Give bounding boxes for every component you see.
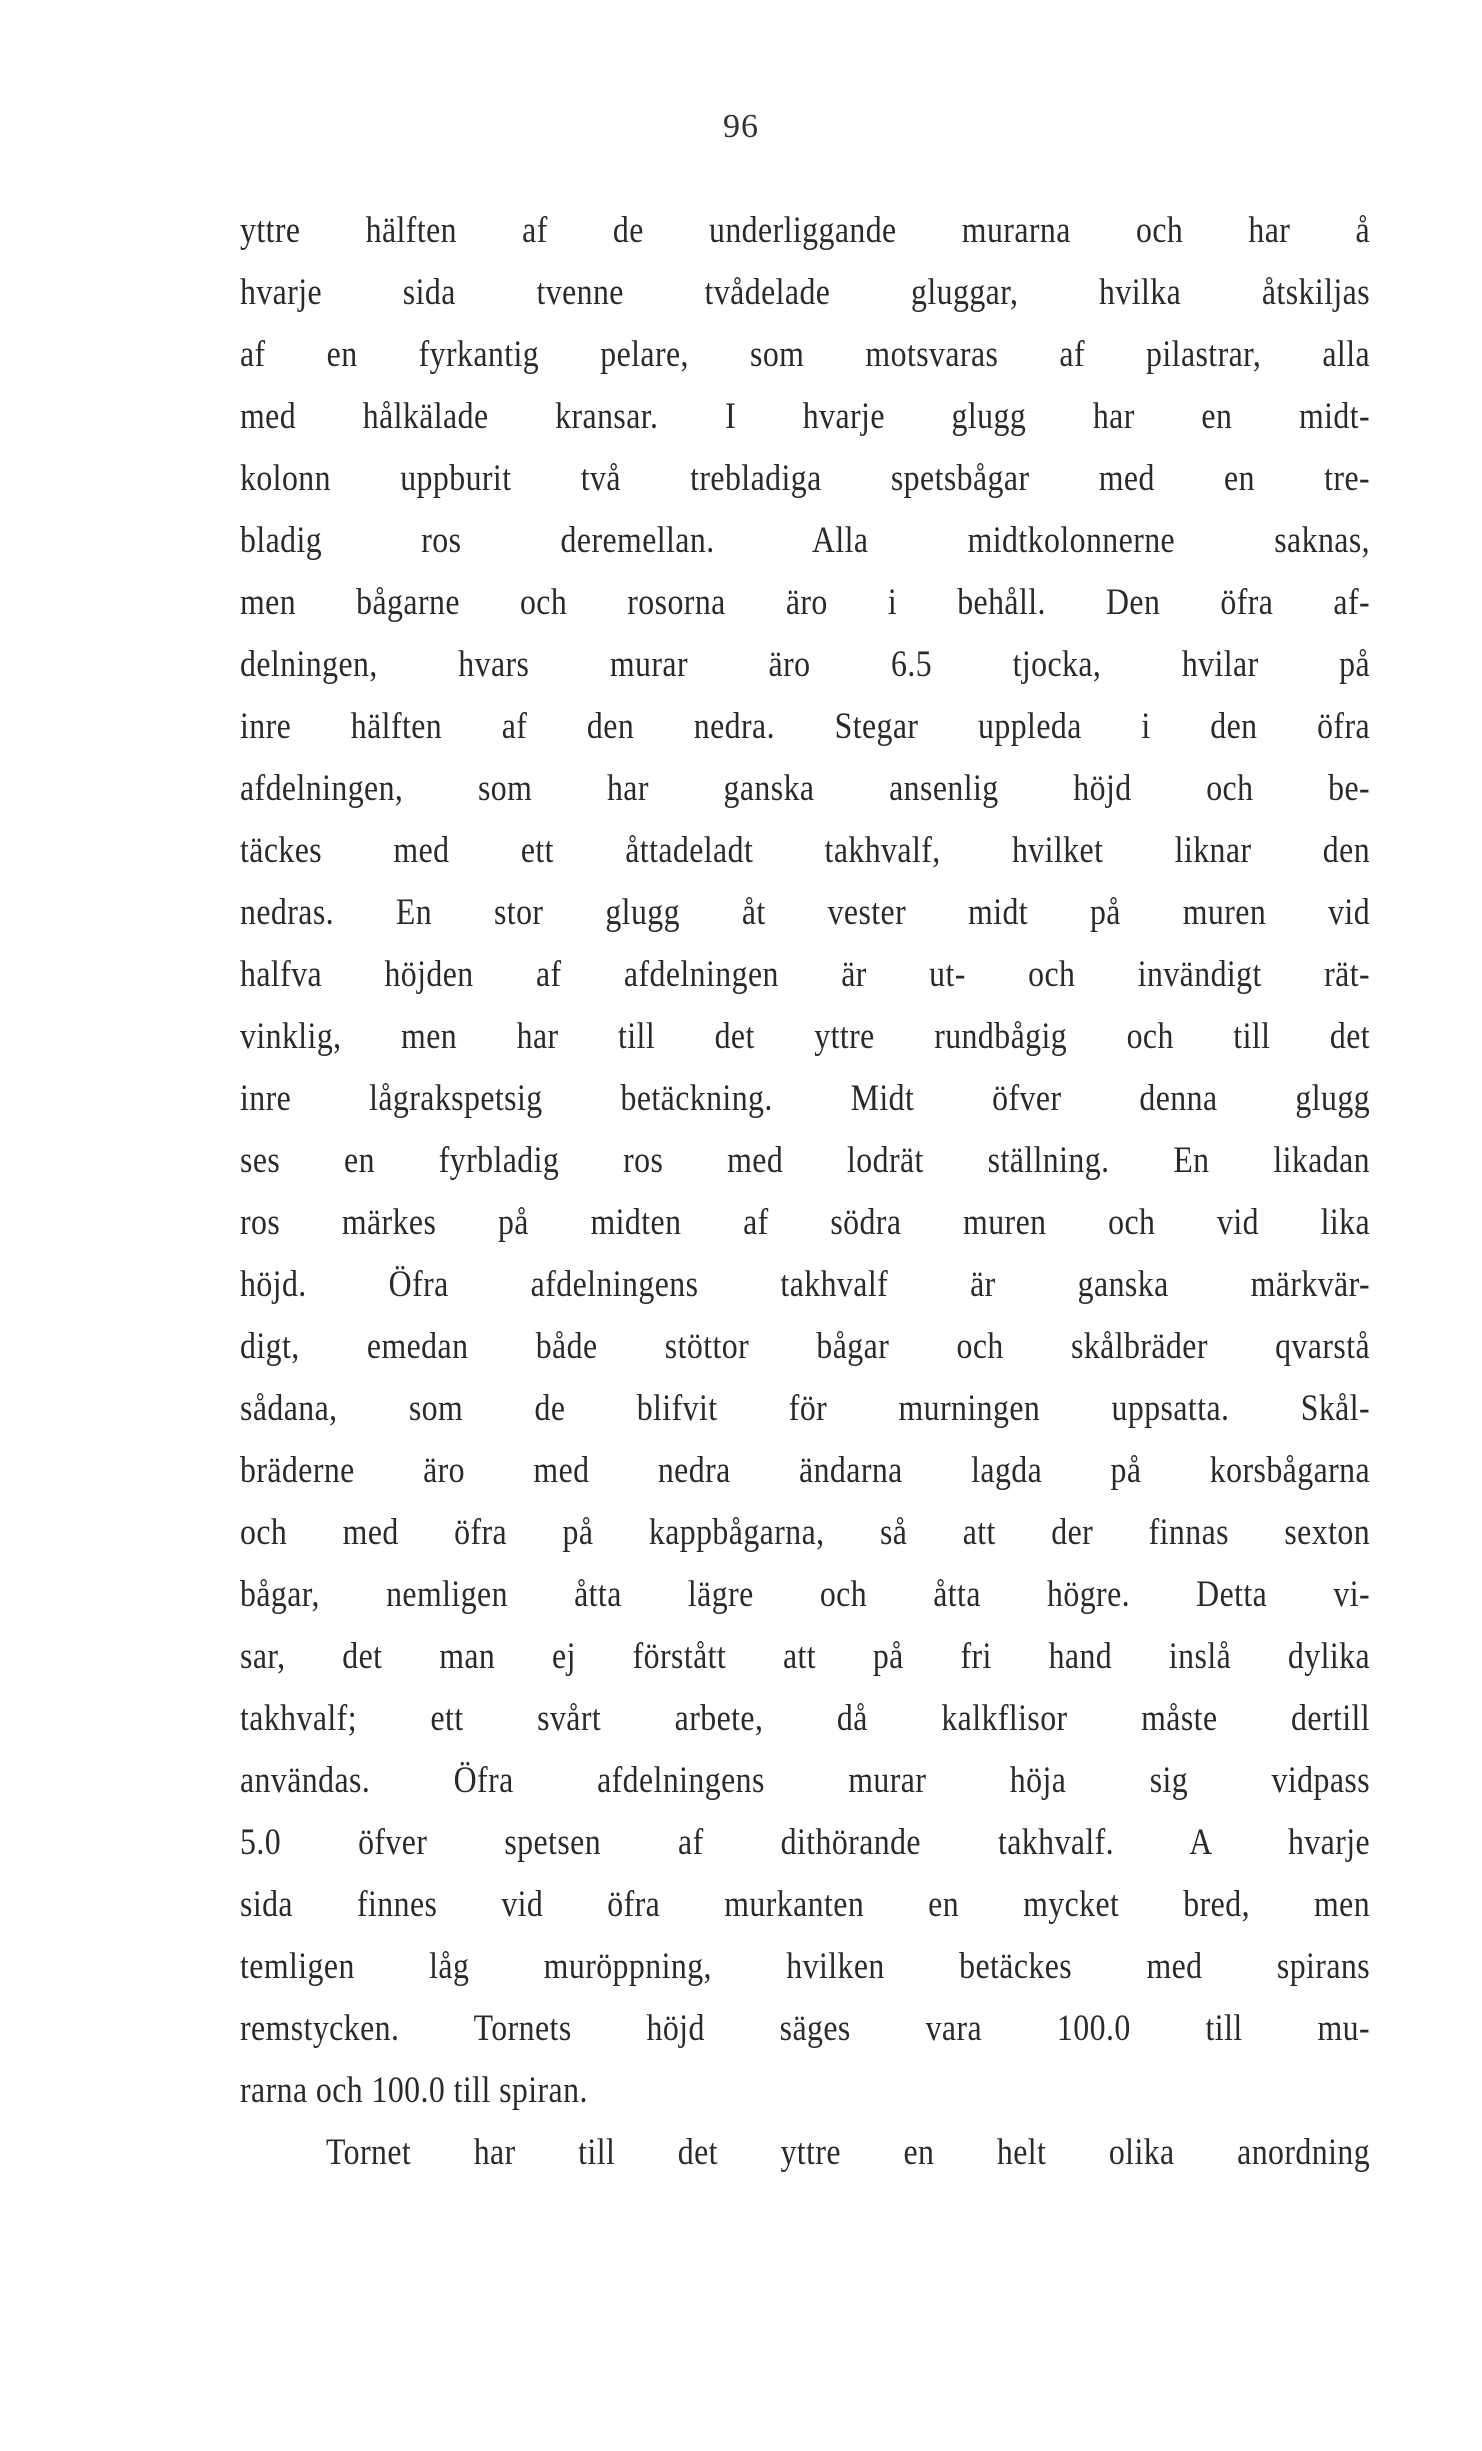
text-line: bräderne äro med nedra ändarna lagda på korsbågarna — [240, 1450, 1371, 1491]
text-line: nedras. En stor glugg åt vester midt på muren vid — [240, 892, 1371, 933]
text-line: sida finnes vid öfra murkanten en mycket bred, men — [240, 1884, 1371, 1925]
text-line: med hålkälade kransar. I hvarje glugg har en midt- — [240, 396, 1371, 437]
text-line: kolonn uppburit två trebladiga spetsbågar med en tre- — [240, 458, 1371, 499]
text-line: af en fyrkantig pelare, som motsvaras af pilastrar, alla — [240, 334, 1371, 375]
text-line: sar, det man ej förstått att på fri hand inslå dylika — [240, 1636, 1371, 1677]
text-line: ros märkes på midten af södra muren och vid lika — [240, 1202, 1371, 1243]
text-line: användas. Öfra afdelningens murar höja sig vidpass — [240, 1760, 1371, 1801]
text-line: temligen låg muröppning, hvilken betäckes med spirans — [240, 1946, 1371, 1987]
text-line: bladig ros deremellan. Alla midtkolonnerne saknas, — [240, 520, 1371, 561]
text-line-paragraph-start: Tornet har till det yttre en helt olika anordning — [326, 2132, 1371, 2173]
text-line: 5.0 öfver spetsen af dithörande takhvalf. A hvarje — [240, 1822, 1371, 1863]
text-line: inre lågrakspetsig betäckning. Midt öfver denna glugg — [240, 1078, 1371, 1119]
text-line: hvarje sida tvenne tvådelade gluggar, hvilka åtskiljas — [240, 272, 1371, 313]
text-line: takhvalf; ett svårt arbete, då kalkflisor måste dertill — [240, 1698, 1371, 1739]
text-line: men bågarne och rosorna äro i behåll. Den öfra af- — [240, 582, 1371, 623]
text-line: bågar, nemligen åtta lägre och åtta högre. Detta vi- — [240, 1574, 1371, 1615]
text-line: ses en fyrbladig ros med lodrät ställning. En likadan — [240, 1140, 1371, 1181]
text-line: sådana, som de blifvit för murningen uppsatta. Skål- — [240, 1388, 1371, 1429]
text-line: vinklig, men har till det yttre rundbågig och till det — [240, 1016, 1371, 1057]
text-line: yttre hälften af de underliggande murarna och har å — [240, 210, 1371, 251]
text-line: höjd. Öfra afdelningens takhvalf är ganska märkvär- — [240, 1264, 1371, 1305]
text-line: täckes med ett åttadeladt takhvalf, hvilket liknar den — [240, 830, 1371, 871]
text-line: remstycken. Tornets höjd säges vara 100.0 till mu- — [240, 2008, 1371, 2049]
text-line-paragraph-end: rarna och 100.0 till spiran. — [240, 2070, 588, 2111]
page-number: 96 — [723, 108, 759, 145]
text-line: afdelningen, som har ganska ansenlig höjd och be- — [240, 768, 1371, 809]
body-text — [240, 200, 1370, 2184]
text-line: digt, emedan både stöttor bågar och skålbräder qvarstå — [240, 1326, 1371, 1367]
text-line: och med öfra på kappbågarna, så att der finnas sexton — [240, 1512, 1371, 1553]
text-line: inre hälften af den nedra. Stegar uppleda i den öfra — [240, 706, 1371, 747]
text-line: delningen, hvars murar äro 6.5 tjocka, hvilar på — [240, 644, 1371, 685]
text-line: halfva höjden af afdelningen är ut- och invändigt rät- — [240, 954, 1371, 995]
